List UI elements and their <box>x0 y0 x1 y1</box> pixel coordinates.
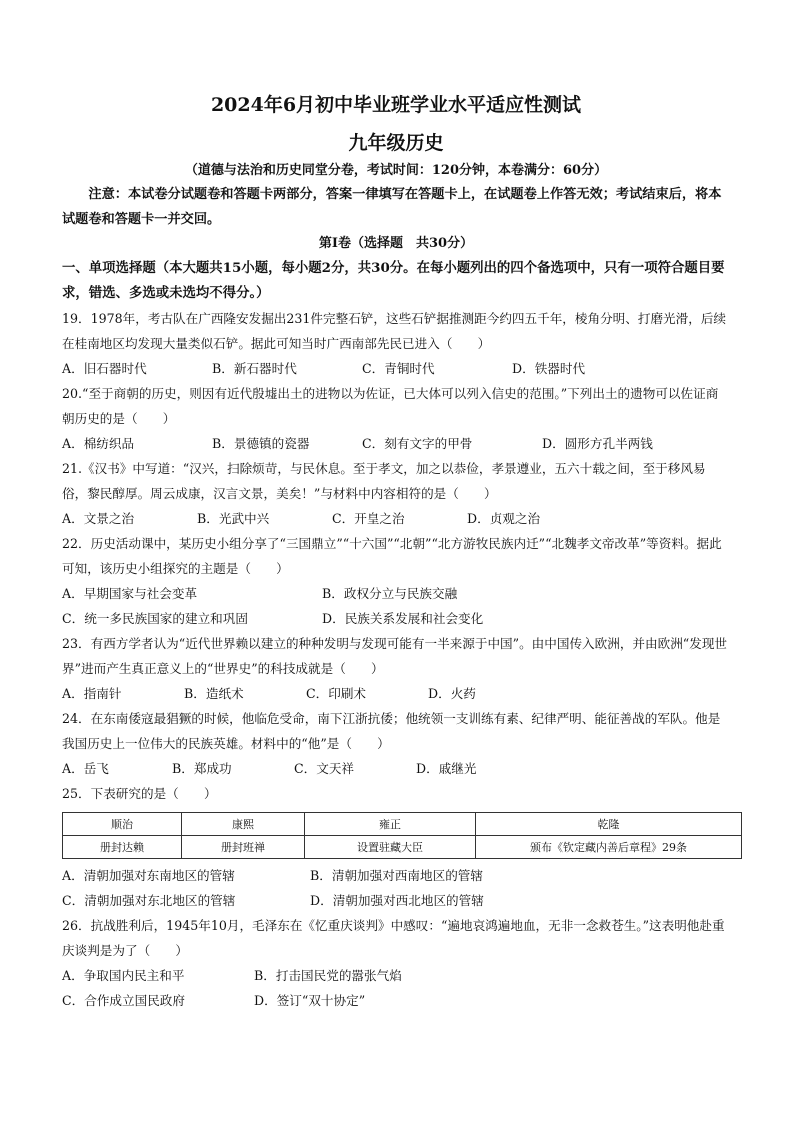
table-header-cell: 雍正 <box>305 813 476 836</box>
table-header-cell: 康熙 <box>182 813 305 836</box>
question-20-options <box>62 431 730 456</box>
question-21-stem: 21.《汉书》中写道：“汉兴，扫除烦苛，与民休息。至于孝文，加之以恭俭，孝景遵业，五六十载之间，至于移风易俗，黎民醇厚。周云成康，汉言文景，美矣！”与材料中内容相符的是（ ） <box>62 461 706 501</box>
table-row <box>63 836 742 859</box>
table-cell: 颁布《钦定藏内善后章程》29条 <box>476 836 742 859</box>
option-a: A．争取国内民主和平 <box>62 968 185 983</box>
option-a: A．旧石器时代 <box>62 361 147 376</box>
exam-notice: 注意：本试卷分试题卷和答题卡两部分，答案一律填写在答题卡上，在试题卷上作答无效；考试结束后，将本试题卷和答题卡一并交回。 <box>62 187 722 227</box>
table-header-row <box>63 813 742 836</box>
question-24-stem: 24．在东南倭寇最猖獗的时候，他临危受命，南下江浙抗倭；他统领一支训练有素、纪律严明、能征善战的军队。他是我国历史上一位伟大的民族英雄。材料中的“他”是（ ） <box>62 711 721 751</box>
question-21-options <box>62 506 730 531</box>
question-26-options-row1 <box>62 963 730 988</box>
option-b: B．打击国民党的嚣张气焰 <box>254 968 402 983</box>
option-c: C．开皇之治 <box>332 511 405 526</box>
option-c: C．青铜时代 <box>362 361 435 376</box>
question-26-stem: 26．抗战胜利后，1945年10月，毛泽东在《忆重庆谈判》中感叹：“遍地哀鸿遍地血，无非一念救苍生。”这表明他赴重庆谈判是为了（ ） <box>62 918 725 958</box>
option-a: A．早期国家与社会变革 <box>62 586 198 601</box>
option-a: A．指南针 <box>62 686 122 701</box>
exam-subtitle: 九年级历史 <box>348 132 444 154</box>
question-25-options-row1 <box>62 863 730 888</box>
option-b: B．新石器时代 <box>212 361 297 376</box>
part-title: 第Ⅰ卷（选择题 共30分） <box>318 236 474 251</box>
exam-info: （道德与法治和历史同堂分卷，考试时间：120分钟，本卷满分：60分） <box>184 163 608 178</box>
table-header-cell: 顺治 <box>63 813 182 836</box>
exam-title: 2024年6月初中毕业班学业水平适应性测试 <box>210 94 582 116</box>
option-b: B．郑成功 <box>172 761 232 776</box>
question-26-options-row2 <box>62 988 730 1013</box>
option-d: D．签订“双十协定” <box>254 993 366 1008</box>
question-20-stem: 20.“至于商朝的历史，则因有近代殷墟出土的进物以为佐证，已大体可以列入信史的范围。”下列出土的遗物可以佐证商朝历史的是（ ） <box>62 386 719 426</box>
option-a: A．文景之治 <box>62 511 135 526</box>
table-cell: 册封达赖 <box>63 836 182 859</box>
option-c: C．文天祥 <box>294 761 355 776</box>
option-d: D．民族关系发展和社会变化 <box>322 611 484 626</box>
qing-tibet-table <box>62 812 742 859</box>
exam-page <box>62 92 730 1013</box>
option-c: C．合作成立国民政府 <box>62 993 185 1008</box>
section-title: 一、单项选择题（本大题共15小题，每小题2分，共30分。在每小题列出的四个备选项中，只有一项符合题目要求，错选、多选或未选均不得分。） <box>62 260 725 301</box>
question-25-stem: 25．下表研究的是（ ） <box>62 786 217 801</box>
table-cell: 册封班禅 <box>182 836 305 859</box>
option-c: C．印刷术 <box>306 686 367 701</box>
question-23-options <box>62 681 730 706</box>
option-d: D．清朝加强对西北地区的管辖 <box>310 893 484 908</box>
question-19-options <box>62 356 730 381</box>
question-24-options <box>62 756 730 781</box>
option-b: B．政权分立与民族交融 <box>322 586 458 601</box>
table-header-cell: 乾隆 <box>476 813 742 836</box>
option-c: C．统一多民族国家的建立和巩固 <box>62 611 248 626</box>
option-a: A．岳飞 <box>62 761 109 776</box>
option-b: B．景德镇的瓷器 <box>212 436 310 451</box>
option-d: D．圆形方孔半两钱 <box>542 436 653 451</box>
option-b: B．光武中兴 <box>197 511 270 526</box>
table-cell: 设置驻藏大臣 <box>305 836 476 859</box>
option-b: B．造纸术 <box>184 686 244 701</box>
question-25-options-row2 <box>62 888 730 913</box>
option-b: B．清朝加强对西南地区的管辖 <box>310 868 483 883</box>
question-22-stem: 22．历史活动课中，某历史小组分享了“三国鼎立”“十六国”“北朝”“北方游牧民族内迁”“北魏孝文帝改革”等资料。据此可知，该历史小组探究的主题是（ ） <box>62 536 722 576</box>
question-22-options-row2 <box>62 606 730 631</box>
option-d: D．戚继光 <box>416 761 477 776</box>
question-22-options-row1 <box>62 581 730 606</box>
option-d: D．铁器时代 <box>512 361 586 376</box>
option-d: D．贞观之治 <box>467 511 541 526</box>
option-c: C．清朝加强对东北地区的管辖 <box>62 893 236 908</box>
option-c: C．刻有文字的甲骨 <box>362 436 473 451</box>
question-19-stem: 19．1978年，考古队在广西隆安发掘出231件完整石铲，这些石铲据推测距今约四五千年，棱角分明、打磨光滑，后续在桂南地区均发现大量类似石铲。据此可知当时广西南部先民已进入（ ） <box>62 311 727 351</box>
option-a: A．棉纺织品 <box>62 436 135 451</box>
option-d: D．火药 <box>428 686 476 701</box>
question-23-stem: 23．有西方学者认为“近代世界赖以建立的种种发明与发现可能有一半来源于中国”。由中国传入欧洲，并由欧洲“发现世界”进而产生真正意义上的“世界史”的科技成就是（ ） <box>62 636 728 676</box>
option-a: A．清朝加强对东南地区的管辖 <box>62 868 235 883</box>
